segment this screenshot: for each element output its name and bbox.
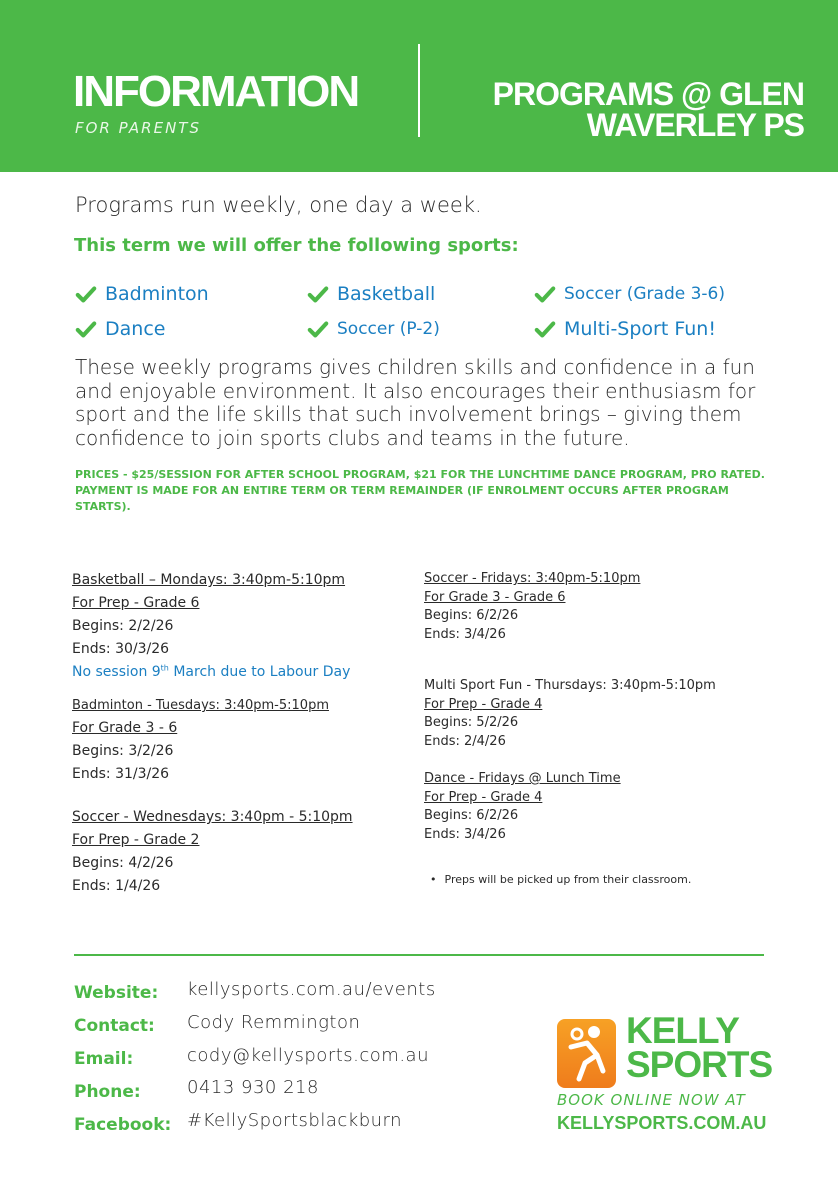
sport-label: Badminton: [105, 283, 209, 305]
schedule-block-soccer-36: [424, 570, 764, 644]
sport-item: [307, 318, 440, 340]
contact-label: Contact:: [74, 1016, 155, 1036]
schedule-grades: For Grade 3 - 6: [72, 720, 178, 736]
check-icon: [75, 318, 97, 340]
kelly-sports-logo-mark: [557, 1019, 616, 1088]
schedule-block-soccer-p2: [72, 806, 412, 898]
schedule-note: No session 9th March due to Labour Day: [72, 663, 351, 680]
offer-heading: This term we will offer the following sports:: [74, 235, 519, 256]
phone-number[interactable]: 0413 930 218: [187, 1077, 319, 1098]
program-title: PROGRAMS @ GLEN WAVERLEY PS: [492, 76, 804, 143]
sport-item: [534, 318, 716, 340]
schedule-grades: For Prep - Grade 2: [72, 832, 200, 848]
sport-item: [534, 283, 725, 305]
schedule-ends: Ends: 31/3/26: [72, 766, 170, 782]
website-link[interactable]: kellysports.com.au/events: [187, 979, 436, 1000]
sport-label: Soccer (P-2): [337, 319, 440, 339]
sport-item: [75, 283, 209, 305]
schedule-title: Soccer - Fridays: 3:40pm-5:10pm: [424, 571, 641, 586]
schedule-title: Soccer - Wednesdays: 3:40pm - 5:10pm: [72, 809, 353, 825]
sport-label: Soccer (Grade 3-6): [564, 284, 726, 304]
schedule-ends: Ends: 3/4/26: [424, 626, 506, 642]
schedule-begins: Begins: 5/2/26: [424, 715, 519, 730]
schedule-ends: Ends: 3/4/26: [424, 826, 506, 842]
phone-label: Phone:: [74, 1082, 141, 1102]
check-icon: [534, 283, 556, 305]
logo-tagline: BOOK ONLINE NOW AT: [557, 1091, 746, 1109]
kelly-sports-figure-icon: [557, 1019, 616, 1088]
kelly-sports-logo-text: KELLY SPORTS: [626, 1010, 773, 1085]
header-title: INFORMATION: [73, 67, 359, 116]
schedule-block-multisport: [424, 677, 764, 751]
prices-note: PRICES - $25/SESSION FOR AFTER SCHOOL PROGRAM, $21 FOR THE LUNCHTIME DANCE PROGRAM, PRO RATED. PAYMENT IS MADE FOR AN ENTIRE TERM OR TERM REMAINDER (IF ENROLMENT OCCURS AFTER PROGRAM STARTS).: [75, 468, 765, 513]
sport-item: [75, 318, 165, 340]
sport-label: Basketball: [337, 283, 436, 305]
schedule-ends: Ends: 30/3/26: [72, 641, 170, 657]
schedule-title: Basketball – Mondays: 3:40pm-5:10pm: [72, 572, 346, 588]
sport-label: Dance: [105, 318, 166, 340]
schedule-grades: For Prep - Grade 4: [424, 696, 543, 712]
schedule-block-dance: [424, 770, 764, 844]
schedule-begins: Begins: 2/2/26: [72, 618, 174, 634]
facebook-handle[interactable]: #KellySportsblackburn: [187, 1110, 403, 1131]
website-label: Website:: [74, 983, 159, 1003]
schedule-left-column: [72, 569, 412, 898]
schedule-ends: Ends: 1/4/26: [72, 878, 161, 894]
facebook-label: Facebook:: [74, 1115, 172, 1135]
divider-line: [74, 954, 764, 956]
email-link[interactable]: cody@kellysports.com.au: [187, 1045, 429, 1066]
logo-url[interactable]: KELLYSPORTS.COM.AU: [557, 1113, 767, 1133]
schedule-block-basketball: [72, 569, 412, 684]
schedule-begins: Begins: 4/2/26: [72, 855, 174, 871]
header-banner: [0, 0, 838, 172]
schedule-begins: Begins: 6/2/26: [424, 808, 519, 823]
header-subtitle: FOR PARENTS: [75, 119, 201, 137]
schedule-title: Badminton - Tuesdays: 3:40pm-5:10pm: [72, 698, 329, 713]
check-icon: [307, 318, 329, 340]
check-icon: [534, 318, 556, 340]
schedule-grades: For Prep - Grade 6: [72, 595, 200, 611]
schedule-begins: Begins: 6/2/26: [424, 608, 519, 623]
schedule-title: Dance - Fridays @ Lunch Time: [424, 771, 621, 786]
description-paragraph: These weekly programs gives children skills and confidence in a fun and enjoyable environment. It also encourages their enthusiasm for sport and the life skills that such involvement brings – giving them confidence to join sports clubs and teams in the future.: [75, 355, 756, 450]
schedule-grades: For Prep - Grade 4: [424, 789, 543, 805]
schedule-grades: For Grade 3 - Grade 6: [424, 589, 566, 605]
schedule-title: Multi Sport Fun - Thursdays: 3:40pm-5:10pm: [424, 678, 716, 693]
check-icon: [307, 283, 329, 305]
sport-item: [307, 283, 435, 305]
contact-name: Cody Remmington: [187, 1012, 361, 1033]
schedule-right-column: [424, 570, 764, 844]
schedule-ends: Ends: 2/4/26: [424, 733, 506, 749]
sport-label: Multi-Sport Fun!: [564, 318, 716, 340]
header-divider: [418, 44, 420, 137]
check-icon: [75, 283, 97, 305]
schedule-block-badminton: [72, 694, 412, 786]
intro-text: Programs run weekly, one day a week.: [75, 193, 482, 217]
email-label: Email:: [74, 1049, 134, 1069]
schedule-begins: Begins: 3/2/26: [72, 743, 174, 759]
preps-note: • Preps will be picked up from their classroom.: [430, 873, 691, 886]
